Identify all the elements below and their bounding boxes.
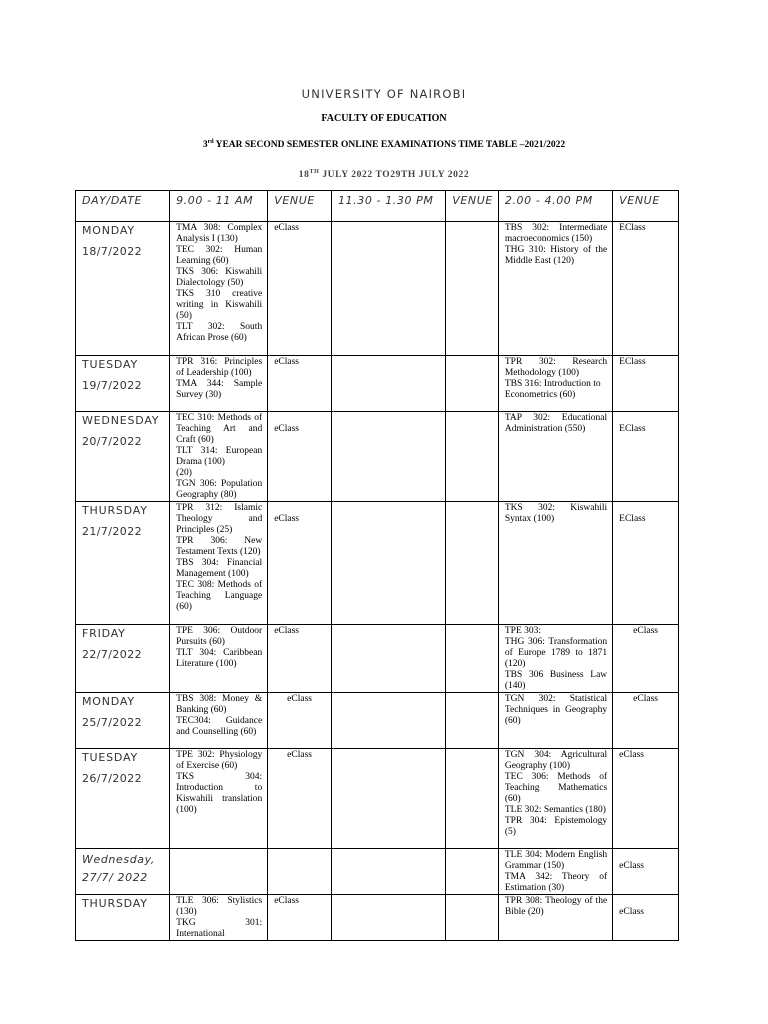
day-name: FRIDAY [82, 627, 126, 640]
venue-label: eClass [619, 907, 644, 917]
slot1-cell [170, 895, 268, 941]
day-name: MONDAY [82, 695, 135, 708]
venue1-cell [268, 693, 332, 749]
venue3-cell [613, 625, 679, 693]
slot2-cell [331, 502, 445, 625]
venue-label: eClass [287, 694, 312, 704]
slot3-cell [498, 749, 612, 849]
col-header-venue3: VENUE [613, 191, 679, 222]
venue-label: eClass [274, 424, 300, 434]
slot2-cell [331, 222, 445, 356]
timetable-dates: 18TH JULY 2022 TO29TH JULY 2022 [298, 169, 470, 181]
exam-timetable [75, 190, 679, 941]
exam-entry: TPR 312: Islamic Theology and Principles (25) [176, 503, 263, 535]
col-header-slot2: 11.30 - 1.30 PM [331, 191, 445, 222]
exam-entry: TEC304: Guidance and Counselling (60) [176, 716, 263, 737]
table-row [76, 895, 679, 941]
venue3-cell [613, 356, 679, 412]
exam-entry: TLT 304: Caribbean Literature (100) [176, 648, 263, 669]
exam-entry: TKS 302: Kiswahili Syntax (100) [504, 503, 608, 524]
venue-label: EClass [619, 424, 646, 434]
day-cell [76, 222, 170, 356]
slot2-cell [331, 849, 445, 895]
venue1-cell [268, 749, 332, 849]
exam-entry: TPR 302: Research Methodology (100) [504, 357, 608, 378]
day-date: 20/7/2022 [82, 435, 143, 448]
venue3-cell [613, 849, 679, 895]
venue-label: eClass [287, 750, 312, 760]
table-row [76, 412, 679, 502]
exam-entry: TKS 306: Kiswahili Dialectology (50) [176, 267, 263, 288]
exam-entry: TEC 310: Methods of Teaching Art and Craft (60) [176, 413, 263, 445]
day-cell [76, 625, 170, 693]
slot2-cell [331, 412, 445, 502]
university-name: UNIVERSITY OF NAIROBI [301, 87, 467, 101]
venue1-cell [268, 895, 332, 941]
timetable-title: 3rd YEAR SECOND SEMESTER ONLINE EXAMINATIONS TIME TABLE –2021/2022 [202, 139, 566, 151]
venue2-cell [446, 749, 499, 849]
exam-entry: TBS 306 Business Law (140) [504, 670, 608, 691]
col-header-venue2: VENUE [446, 191, 499, 222]
venue3-cell [613, 895, 679, 941]
col-header-slot3: 2.00 - 4.00 PM [498, 191, 612, 222]
venue-label: eClass [274, 626, 300, 636]
exam-entry: TBS 308: Money & Banking (60) [176, 694, 263, 715]
exam-entry: TLT 314: European Drama (100) [176, 446, 263, 467]
exam-entry: TKG 301: International [176, 918, 263, 939]
day-cell [76, 693, 170, 749]
venue-label: eClass [274, 896, 300, 906]
exam-entry: TGN 304: Agricultural Geography (100) [504, 750, 608, 771]
exam-entry: TPR 306: New Testament Texts (120) [176, 536, 263, 557]
slot1-cell [170, 849, 268, 895]
day-name: TUESDAY [82, 358, 138, 371]
exam-entry: TPE 306: Outdoor Pursuits (60) [176, 626, 263, 647]
venue-label: EClass [619, 223, 646, 233]
col-header-venue1: VENUE [268, 191, 332, 222]
slot2-cell [331, 895, 445, 941]
venue-label: eClass [274, 223, 300, 233]
exam-entry: Econometrics (60) [504, 390, 576, 400]
day-date: 19/7/2022 [82, 379, 143, 392]
venue3-cell [613, 693, 679, 749]
day-date: 22/7/2022 [82, 648, 143, 661]
day-cell [76, 749, 170, 849]
exam-entry: TLE 304: Modern English Grammar (150) [504, 850, 608, 871]
exam-entry: THG 310: History of the Middle East (120) [504, 245, 608, 266]
table-row [76, 502, 679, 625]
venue2-cell [446, 693, 499, 749]
table-row [76, 849, 679, 895]
exam-entry: (20) [176, 468, 192, 478]
day-name: Wednesday, [82, 853, 155, 866]
slot3-cell [498, 412, 612, 502]
venue2-cell [446, 849, 499, 895]
slot1-cell [170, 412, 268, 502]
venue2-cell [446, 222, 499, 356]
exam-entry: TPE 303: [504, 626, 542, 636]
venue2-cell [446, 625, 499, 693]
slot1-cell [170, 749, 268, 849]
slot3-cell [498, 849, 612, 895]
day-date: 26/7/2022 [82, 772, 143, 785]
exam-entry: TMA 308: Complex Analysis I (130) [176, 223, 263, 244]
exam-entry: TGN 306: Population Geography (80) [176, 479, 263, 500]
slot3-cell [498, 356, 612, 412]
exam-entry: TLE 306: Stylistics (130) [176, 896, 263, 917]
exam-entry: TAP 302: Educational Administration (550) [504, 413, 608, 434]
day-name: TUESDAY [82, 751, 138, 764]
venue2-cell [446, 412, 499, 502]
venue-label: EClass [619, 357, 646, 367]
day-date: 27/7/ 2022 [82, 871, 148, 884]
slot1-cell [170, 693, 268, 749]
table-row [76, 356, 679, 412]
venue1-cell [268, 502, 332, 625]
slot1-cell [170, 356, 268, 412]
exam-entry: TKS 310 creative writing in Kiswahili (50) [176, 289, 263, 321]
slot3-cell [498, 502, 612, 625]
exam-entry: TMA 344: Sample Survey (30) [176, 379, 263, 400]
exam-entry: TEC 302: Human Learning (60) [176, 245, 263, 266]
exam-entry: TBS 302: Intermediate macroeconomics (150) [504, 223, 608, 244]
venue-label: eClass [633, 694, 658, 704]
day-date: 18/7/2022 [82, 245, 143, 258]
slot1-cell [170, 502, 268, 625]
faculty-name: FACULTY OF EDUCATION [321, 113, 447, 124]
table-row [76, 693, 679, 749]
slot3-cell [498, 693, 612, 749]
slot3-cell [498, 895, 612, 941]
table-row [76, 625, 679, 693]
exam-entry: TKS 304: Introduction to Kiswahili translation (100) [176, 772, 263, 815]
venue3-cell [613, 412, 679, 502]
exam-entry: TEC 306: Methods of Teaching Mathematics (60) [504, 772, 608, 804]
exam-entry: TGN 302: Statistical Techniques in Geography (60) [504, 694, 608, 726]
venue-label: eClass [274, 357, 300, 367]
slot2-cell [331, 356, 445, 412]
day-name: MONDAY [82, 224, 135, 237]
day-cell [76, 849, 170, 895]
col-header-slot1: 9.00 - 11 AM [170, 191, 268, 222]
day-cell [76, 895, 170, 941]
venue-label: eClass [619, 861, 644, 871]
slot3-cell [498, 625, 612, 693]
venue2-cell [446, 356, 499, 412]
venue2-cell [446, 502, 499, 625]
exam-entry: TMA 342: Theory of Estimation (30) [504, 872, 608, 893]
venue1-cell [268, 849, 332, 895]
venue-label: EClass [619, 514, 646, 524]
exam-entry: TEC 308: Methods of Teaching Language (60) [176, 580, 263, 612]
day-name: THURSDAY [82, 504, 148, 517]
exam-entry: TPE 302: Physiology of Exercise (60) [176, 750, 263, 771]
slot2-cell [331, 693, 445, 749]
exam-entry: TPR 304: Epistemology (5) [504, 816, 608, 837]
day-name: THURSDAY [82, 897, 148, 910]
col-header-day: DAY/DATE [76, 191, 170, 222]
venue1-cell [268, 222, 332, 356]
exam-entry: TBS 304: Financial Management (100) [176, 558, 263, 579]
header-row [76, 191, 679, 222]
exam-entry: TLE 302: Semantics (180) [504, 805, 606, 815]
day-cell [76, 502, 170, 625]
slot2-cell [331, 749, 445, 849]
venue-label: eClass [633, 626, 658, 636]
venue3-cell [613, 222, 679, 356]
venue3-cell [613, 502, 679, 625]
venue-label: eClass [274, 514, 300, 524]
day-date: 21/7/2022 [82, 525, 143, 538]
venue1-cell [268, 412, 332, 502]
exam-entry: TBS 316: Introduction to [504, 379, 601, 389]
exam-entry: TPR 316: Principles of Leadership (100) [176, 357, 263, 378]
exam-entry: TPR 308: Theology of the Bible (20) [504, 896, 608, 917]
day-name: WEDNESDAY [82, 414, 160, 427]
day-cell [76, 356, 170, 412]
table-row [76, 749, 679, 849]
slot2-cell [331, 625, 445, 693]
slot1-cell [170, 222, 268, 356]
day-date: 25/7/2022 [82, 716, 143, 729]
exam-entry: THG 306: Transformation of Europe 1789 to 1871 (120) [504, 637, 608, 669]
day-cell [76, 412, 170, 502]
venue3-cell [613, 749, 679, 849]
table-row [76, 222, 679, 356]
slot3-cell [498, 222, 612, 356]
venue-label: eClass [619, 750, 644, 760]
venue1-cell [268, 625, 332, 693]
venue2-cell [446, 895, 499, 941]
exam-entry: TLT 302: South African Prose (60) [176, 322, 263, 343]
slot1-cell [170, 625, 268, 693]
venue1-cell [268, 356, 332, 412]
